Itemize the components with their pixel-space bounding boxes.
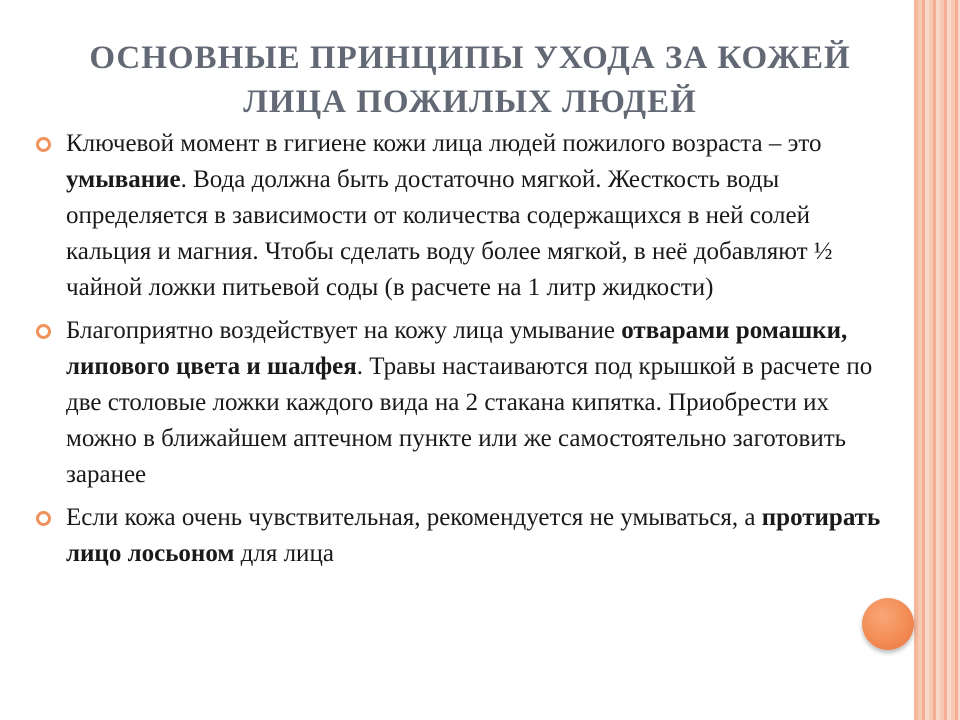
bullet-2-bold-herbs: отварами ромашки, липового цвета и шалфея — [66, 317, 848, 380]
circle-bullet-icon — [36, 511, 51, 526]
bullet-2-text-2: . Травы настаиваются под крышкой в расчете по две столовые ложки каждого вида на 2 стакана кипятка. Приобрести их можно в ближайшем аптечном пункте или же самостоятельно заготовить заранее — [66, 353, 873, 488]
bullet-3-text-1: Если кожа очень чувствительная, рекомендуется не умываться, а — [66, 504, 762, 531]
bullet-3-text-2: для лица — [234, 540, 334, 567]
slide-title: ОСНОВНЫЕ ПРИНЦИПЫ УХОДА ЗА КОЖЕЙ ЛИЦА ПОЖИЛЫХ ЛЮДЕЙ — [89, 40, 851, 120]
bullet-item-2 — [30, 313, 890, 493]
bullet-list — [30, 126, 890, 579]
bullet-1-text-1: Ключевой момент в гигиене кожи лица людей пожилого возраста – это — [66, 130, 822, 157]
circle-bullet-icon — [36, 137, 51, 152]
bullet-1-text-2: . Вода должна быть достаточно мягкой. Жесткость воды определяется в зависимости от количества содержащихся в ней солей кальция и магния. Чтобы сделать воду более мягкой, в неё добавляют ½ чайной ложки питьевой соды (в расчете на 1 литр жидкости) — [66, 166, 833, 301]
bullet-2-text-1: Благоприятно воздействует на кожу лица умывание — [66, 317, 622, 344]
bullet-item-3 — [30, 500, 890, 572]
circle-bullet-icon — [36, 324, 51, 339]
bullet-1-bold-washing: умывание — [66, 166, 181, 193]
bullet-item-1 — [30, 126, 890, 306]
decorative-orange-circle — [862, 598, 914, 650]
bullet-3-bold-lotion: протирать лицо лосьоном — [66, 504, 881, 567]
decorative-striped-band — [918, 0, 960, 720]
